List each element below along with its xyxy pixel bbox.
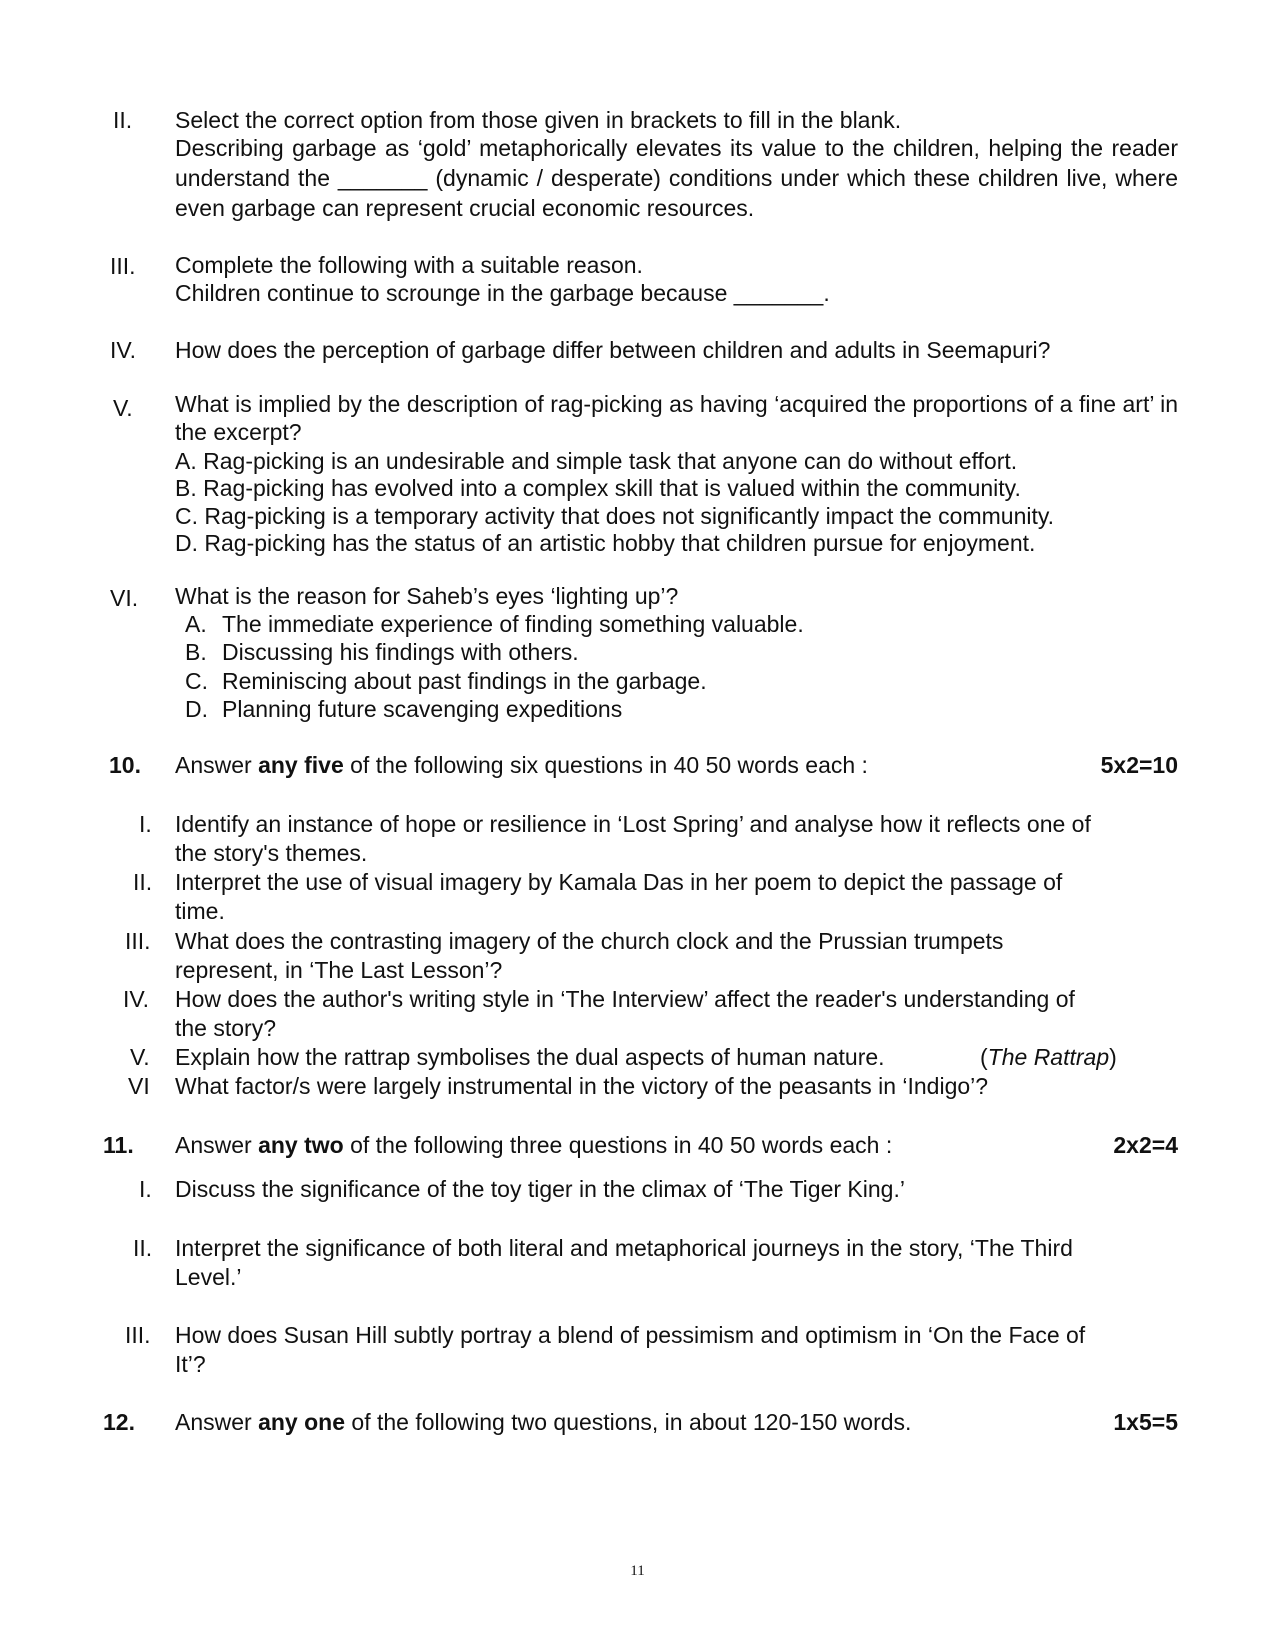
subquestion-text: How does Susan Hill subtly portray a blend of pessimism and optimism in ‘On the Face of bbox=[175, 1322, 1086, 1348]
option-text: Discussing his findings with others. bbox=[222, 639, 579, 665]
header-emphasis: any two bbox=[258, 1132, 344, 1158]
question-text: Children continue to scrounge in the garbage because _______. bbox=[175, 280, 830, 306]
header-emphasis: any five bbox=[258, 752, 344, 778]
subquestion-text: time. bbox=[175, 898, 225, 924]
subquestion-text: Interpret the significance of both literal and metaphorical journeys in the story, ‘The Third bbox=[175, 1235, 1073, 1261]
question-header bbox=[175, 1131, 892, 1159]
question-number: III. bbox=[110, 253, 136, 279]
option-text: Reminiscing about past findings in the garbage. bbox=[222, 668, 707, 694]
subquestion-text: Identify an instance of hope or resilience in ‘Lost Spring’ and analyse how it reflects one of bbox=[175, 811, 1091, 837]
subquestion-text: Level.’ bbox=[175, 1264, 242, 1290]
subquestion-number: I. bbox=[139, 811, 152, 837]
question-instruction: Complete the following with a suitable reason. bbox=[175, 252, 643, 278]
option-item: A. Rag-picking is an undesirable and simple task that anyone can do without effort. bbox=[175, 448, 1018, 474]
subquestion-number: III. bbox=[125, 928, 151, 954]
question-number: IV. bbox=[110, 337, 137, 363]
question-text: What is the reason for Saheb’s eyes ‘lighting up’? bbox=[175, 583, 679, 609]
subquestion-text: How does the author's writing style in ‘The Interview’ affect the reader's understanding of bbox=[175, 986, 1075, 1012]
subquestion-number: II. bbox=[133, 1235, 153, 1261]
subquestion-text: Discuss the significance of the toy tiger in the climax of ‘The Tiger King.’ bbox=[175, 1176, 905, 1202]
question-number: 11. bbox=[103, 1132, 134, 1158]
note-open: ( bbox=[980, 1044, 988, 1070]
question-number: 12. bbox=[103, 1409, 135, 1435]
subquestion-text: What does the contrasting imagery of the church clock and the Prussian trumpets bbox=[175, 928, 1004, 954]
header-emphasis: any one bbox=[258, 1409, 346, 1435]
subquestion-number: V. bbox=[130, 1044, 150, 1070]
subquestion-text: It’? bbox=[175, 1351, 206, 1377]
option-letter: A. bbox=[185, 611, 207, 637]
subquestion-text: the story? bbox=[175, 1015, 276, 1041]
question-text: Describing garbage as ‘gold’ metaphorically elevates its value to the children, helping the reader understand the _______ (dynamic / desperate) conditions under which these children live, where even garbage can represent crucial economic resources. bbox=[175, 135, 1178, 221]
question-header bbox=[175, 1408, 911, 1436]
question-text: How does the perception of garbage differ between children and adults in Seemapuri? bbox=[175, 337, 1051, 363]
marks-label: 2x2=4 bbox=[1113, 1132, 1178, 1158]
header-suffix: of the following three questions in 40 50 words each : bbox=[343, 1132, 893, 1158]
question-number: V. bbox=[113, 395, 133, 421]
header-prefix: Answer bbox=[175, 752, 259, 778]
marks-label: 5x2=10 bbox=[1100, 752, 1178, 778]
header-suffix: of the following two questions, in about 120-150 words. bbox=[345, 1409, 912, 1435]
subquestion-number: IV. bbox=[123, 986, 150, 1012]
subquestion-number: III. bbox=[125, 1322, 151, 1348]
subquestion-text: represent, in ‘The Last Lesson’? bbox=[175, 957, 503, 983]
source-note bbox=[980, 1043, 1117, 1071]
subquestion-text: the story's themes. bbox=[175, 840, 368, 866]
note-title: The Rattrap bbox=[987, 1044, 1110, 1070]
question-number: II. bbox=[113, 107, 133, 133]
question-instruction: Select the correct option from those given in brackets to fill in the blank. bbox=[175, 107, 902, 133]
page-number: 11 bbox=[630, 1563, 645, 1579]
header-prefix: Answer bbox=[175, 1409, 259, 1435]
subquestion-number: VI bbox=[128, 1073, 150, 1099]
question-text: What is implied by the description of rag-picking as having ‘acquired the proportions of a fine art’ in the excerpt? bbox=[175, 391, 1178, 445]
note-close: ) bbox=[1109, 1044, 1117, 1070]
header-prefix: Answer bbox=[175, 1132, 259, 1158]
subquestion-number: I. bbox=[139, 1176, 152, 1202]
question-number: 10. bbox=[109, 752, 141, 778]
subquestion-number: II. bbox=[133, 869, 153, 895]
subquestion-text: What factor/s were largely instrumental in the victory of the peasants in ‘Indigo’? bbox=[175, 1073, 989, 1099]
question-header bbox=[175, 751, 868, 779]
subquestion-text: Interpret the use of visual imagery by Kamala Das in her poem to depict the passage of bbox=[175, 869, 1063, 895]
option-item: D. Rag-picking has the status of an artistic hobby that children pursue for enjoyment. bbox=[175, 530, 1036, 556]
option-text: The immediate experience of finding something valuable. bbox=[222, 611, 804, 637]
subquestion-text: Explain how the rattrap symbolises the dual aspects of human nature. bbox=[175, 1044, 885, 1070]
header-suffix: of the following six questions in 40 50 words each : bbox=[343, 752, 868, 778]
option-item: B. Rag-picking has evolved into a complex skill that is valued within the community. bbox=[175, 475, 1021, 501]
question-number: VI. bbox=[110, 585, 139, 611]
option-letter: C. bbox=[185, 668, 208, 694]
option-text: Planning future scavenging expeditions bbox=[222, 696, 623, 722]
option-letter: D. bbox=[185, 696, 208, 722]
marks-label: 1x5=5 bbox=[1113, 1409, 1178, 1435]
option-letter: B. bbox=[185, 639, 207, 665]
option-item: C. Rag-picking is a temporary activity that does not significantly impact the community. bbox=[175, 503, 1055, 529]
